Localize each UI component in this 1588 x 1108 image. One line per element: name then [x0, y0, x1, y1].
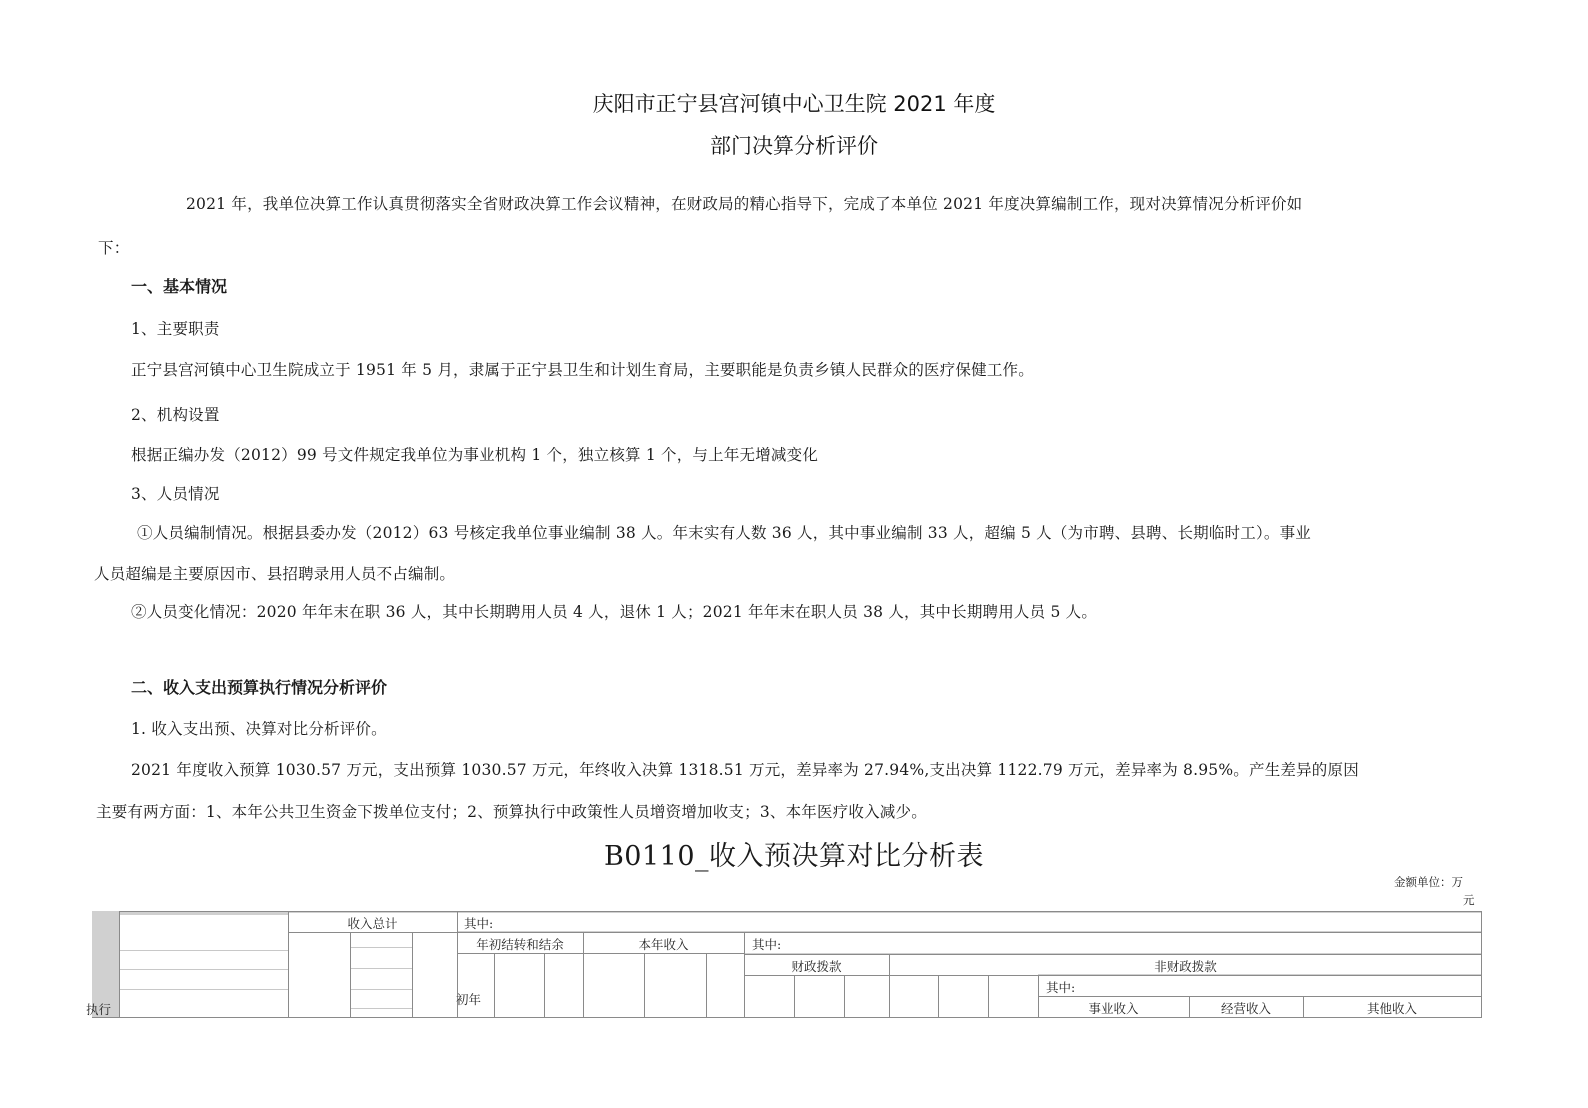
income-comparison-table [86, 911, 1482, 1018]
document-subtitle: 部门决算分析评价 [710, 134, 878, 158]
staff-text2: ②人员变化情况：2020 年年末在职 36 人，其中长期聘用人员 4 人，退休 1 人；2021 年年末在职人员 38 人，其中长期聘用人员 5 人。 [131, 603, 1098, 621]
table-rule [119, 950, 288, 951]
org-heading: 2、机构设置 [131, 406, 220, 424]
table-rule [744, 975, 1482, 976]
table-rule [288, 932, 1482, 933]
table-rule [119, 911, 1482, 912]
table-rule [744, 954, 1482, 955]
header-total-income: 收入总计 [347, 916, 398, 931]
table-title: B0110_收入预决算对比分析表 [603, 841, 985, 872]
table-rule [119, 969, 288, 970]
table-rule [119, 989, 288, 990]
header-current-income: 本年收入 [638, 937, 689, 952]
table-rule [119, 911, 120, 1018]
table-rule [350, 989, 412, 990]
header-among: 其中: [464, 916, 494, 931]
header-fiscal-allocation: 财政拨款 [791, 959, 842, 974]
section1-heading: 一、基本情况 [131, 277, 228, 296]
header-operating-income: 经营收入 [1220, 1001, 1271, 1016]
table-rule [494, 953, 495, 1018]
table-rule [350, 932, 351, 1018]
table-rule [457, 953, 744, 954]
duty-text: 正宁县宫河镇中心卫生院成立于 1951 年 5 月，隶属于正宁县卫生和计划生育局，主要职能是负责乡镇人民群众的医疗保健工作。 [131, 361, 1034, 379]
table-rule [92, 1017, 1482, 1018]
staff-text1-line2: 人员超编是主要原因市、县招聘录用人员不占编制。 [94, 565, 456, 583]
header-among-3: 其中: [1046, 980, 1076, 995]
table-rule [794, 975, 795, 1018]
header-among-2: 其中: [752, 937, 782, 952]
section2-text-line2: 主要有两方面：1、本年公共卫生资金下拨单位支付；2、预算执行中政策性人员增资增加收支；3、本年医疗收入减少。 [96, 803, 927, 821]
table-rule [844, 975, 845, 1018]
section2-heading: 二、收入支出预算执行情况分析评价 [131, 678, 388, 697]
table-rule [412, 932, 413, 1018]
intro-paragraph-line2: 下： [98, 239, 130, 257]
header-carryover: 年初结转和结余 [476, 937, 564, 952]
unit-label: 金额单位：万 [1394, 875, 1463, 889]
header-nonfiscal-allocation: 非财政拨款 [1154, 959, 1217, 974]
table-rule [350, 947, 412, 948]
header-other-income: 其他收入 [1366, 1001, 1417, 1016]
table-rule [744, 932, 745, 1018]
org-text: 根据正编办发（2012）99 号文件规定我单位为事业机构 1 个，独立核算 1 个，与上年无增减变化 [131, 446, 819, 464]
table-rule [544, 953, 545, 1018]
staff-heading: 3、人员情况 [131, 485, 220, 503]
table-rule [350, 1008, 412, 1009]
document-title: 庆阳市正宁县宫河镇中心卫生院 2021 年度 [592, 92, 996, 116]
intro-paragraph-line1: 2021 年，我单位决算工作认真贯彻落实全省财政决算工作会议精神，在财政局的精心指导下，完成了本单位 2021 年度决算编制工作，现对决算情况分析评价如 [186, 195, 1303, 213]
unit-label-line2: 元 [1463, 893, 1475, 907]
table-rule [350, 968, 412, 969]
section2-subheading: 1. 收入支出预、决算对比分析评价。 [131, 720, 387, 738]
table-rule [644, 953, 645, 1018]
table-rule [938, 975, 939, 1018]
section2-text-line1: 2021 年度收入预算 1030.57 万元，支出预算 1030.57 万元，年终收入决算 1318.51 万元，差异率为 27.94%,支出决算 1122.79 万元，差异率为 8.95%。产生差异的原因 [131, 761, 1359, 779]
table-rule [706, 953, 707, 1018]
table-rule [988, 975, 989, 1018]
table-rule [1038, 996, 1482, 997]
staff-text1-line1: ①人员编制情况。根据县委办发（2012）63 号核定我单位事业编制 38 人。年末实有人数 36 人，其中事业编制 33 人，超编 5 人（为市聘、县聘、长期临时工）。事业 [137, 524, 1311, 542]
row-label-execution: 执行 [86, 1002, 112, 1017]
duty-heading: 1、主要职责 [131, 320, 220, 338]
header-business-income: 事业收入 [1088, 1001, 1139, 1016]
header-beginning-year: 初年 [456, 992, 482, 1007]
